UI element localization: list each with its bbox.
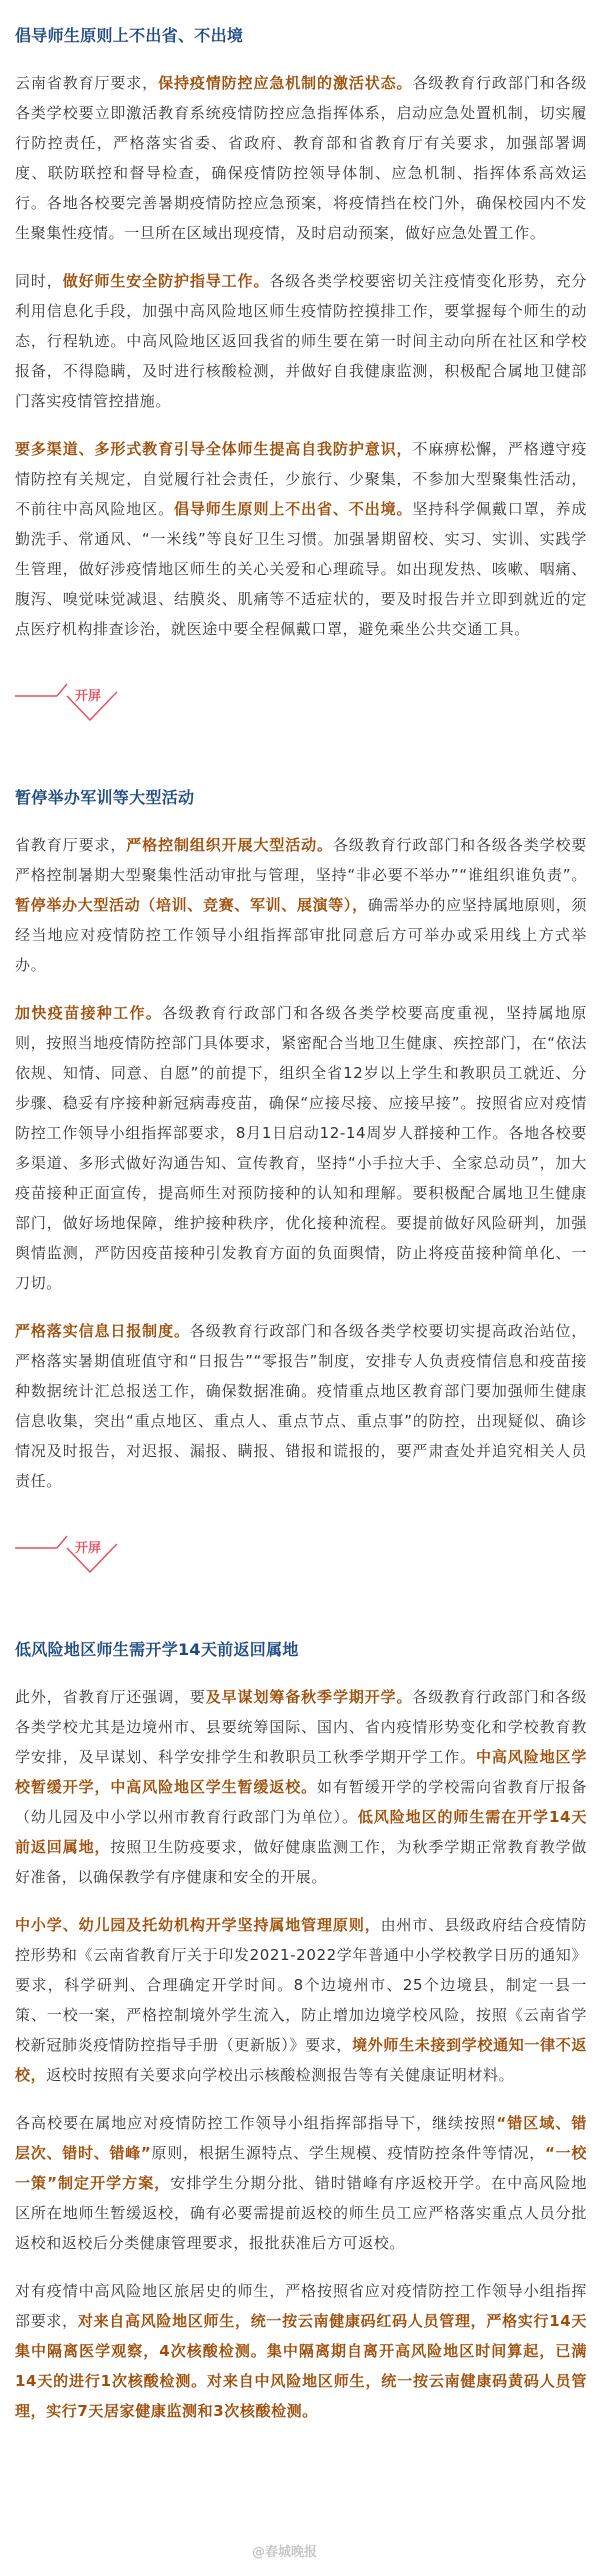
paragraph (15, 1316, 587, 1496)
paragraph (15, 998, 587, 1298)
paragraph (15, 1682, 587, 1892)
section-divider (15, 674, 587, 754)
body-text: 各级教育行政部门和各级各类学校要立即激活教育系统疫情防控应急指挥体系，启动应急处置机制，切实履行防控责任，严格落实省委、省政府、教育部和省教育厅有关要求，加强部署调度、联防联控和督导检查，确保疫情防控领导体制、应急机制、指挥体系高效运行。各地各校要完善暑期疫情防控应急预案，将疫情挡在校门外，确保校园内不发生聚集性疫情。一旦所在区域出现疫情，及时启动预案，做好应急处置工作。 (15, 74, 588, 242)
body-text: 坚持科学佩戴口罩，养成勤洗手、常通风、“一米线”等良好卫生习惯。加强暑期留校、实习、实训、实践学生管理，做好涉疫情地区师生的关心关爱和心理疏导。如出现发热、咳嗽、咽痛、腹泻、嗅觉味觉减退、结膜炎、肌痛等不适症状的，要及时报告并立即到就近的定点医疗机构排查诊治，就医途中要全程佩戴口罩，避免乘坐公共交通工具。 (15, 500, 587, 638)
body-text: 各级教育行政部门和各级各类学校要高度重视，坚持属地原则，按照当地疫情防控部门具体要求，紧密配合当地卫生健康、疾控部门，在“依法依规、知情、同意、自愿”的前提下，组织全省12岁以上学生和教职员工就近、分步骤、稳妥有序接种新冠病毒疫苗，确保“应接尽接、应接早接”。按照省应对疫情防控工作领导小组指挥部要求，8月1日启动12-14周岁人群接种工作。各地各校要多渠道、多形式做好沟通告知、宣传教育，坚持“小手拉大手、全家总动员”，加大疫苗接种正面宣传，提高师生对预防接种的认知和理解。要积极配合属地卫生健康部门，做好场地保障，维护接种秩序，优化接种流程。要提前做好风险研判，加强舆情监测，严防因疫苗接种引发教育方面的负面舆情，防止将疫苗接种简单化、一刀切。 (15, 1004, 587, 1292)
body-text: 各高校要在属地应对疫情防控工作领导小组指挥部指导下，继续按照 (15, 2114, 497, 2132)
highlighted-text: 暂停举办大型活动（培训、竞赛、军训、展演等）， (15, 896, 368, 914)
paragraph (15, 68, 587, 248)
body-text: 返校时按照有关要求向学校出示核酸检测报告等有关健康证明材料。 (46, 2066, 515, 2084)
paragraph (15, 1910, 587, 2090)
highlighted-text: 及早谋划筹备秋季学期开学。 (205, 1688, 413, 1706)
body-text: 同时， (15, 272, 63, 290)
highlighted-text: 倡导师生原则上不出省、不出境。 (173, 500, 413, 518)
body-text: 安排学生分期分批、错时错峰有序返校开学。在中高风险地区所在地师生暂缓返校，确有必要需提前返校的师生员工应严格落实重点人员分批返校和返校后分类健康管理要求，报批获准后方可返校。 (15, 2174, 587, 2252)
highlighted-text: 严格控制组织开展大型活动。 (126, 836, 333, 854)
kaiping-logo-divider-icon (15, 674, 587, 754)
body-text: 此外，省教育厅还强调，要 (15, 1688, 206, 1706)
body-text: 各级教育行政部门和各级各类学校要严格控制暑期大型聚集性活动审批与管理，坚持“非必要不举办”“谁组织谁负责”。 (15, 836, 587, 884)
body-text: 确需举办的应坚持属地原则，须经当地应对疫情防控工作领导小组指挥部审批同意后方可举办或采用线上方式举办。 (15, 896, 587, 974)
highlighted-text: 严格落实信息日报制度。 (15, 1322, 190, 1340)
highlighted-text: 境外师生未接到学校通知一律不返校， (15, 2036, 587, 2084)
paragraph (15, 830, 587, 980)
paragraph (15, 2276, 587, 2426)
highlighted-text: 中小学、幼儿园及托幼机构开学坚持属地管理原则， (15, 1916, 381, 1934)
highlighted-text: “错区域、错层次、错时、错峰” (15, 2114, 587, 2162)
highlighted-text: 低风险地区的师生需在开学14天前返回属地， (15, 1808, 587, 1856)
body-text: 各级教育行政部门和各级各类学校尤其是边境州市、县要统筹国际、国内、省内疫情形势变化和学校教育教学安排，及早谋划、科学安排学生和教职员工秋季学期开学工作。 (15, 1688, 587, 1766)
paragraph (15, 266, 587, 416)
highlighted-text: 中高风险地区学校暂缓开学，中高风险地区学生暂缓返校。 (15, 1748, 587, 1796)
weibo-watermark: @春城晚报 (252, 2545, 318, 2560)
highlighted-text: 加快疫苗接种工作。 (15, 1004, 163, 1022)
body-text: 由州市、县级政府结合疫情防控形势和《云南省教育厅关于印发2021-2022学年普通中小学校教学日历的通知》要求，科学研判、合理确定开学时间。8个边境州市、25个边境县，制定一县一策、一校一案，严格控制境外学生流入，防止增加边境学校风险，按照《云南省学校新冠肺炎疫情防控指导手册（更新版）》要求， (15, 1916, 587, 2054)
highlighted-text: “一校一策”制定开学方案， (15, 2144, 587, 2192)
body-text: 对有疫情中高风险地区旅居史的师生，严格按照省应对疫情防控工作领导小组指挥部要求， (15, 2282, 587, 2330)
paragraph (15, 434, 587, 644)
svg-text:开屏: 开屏 (75, 1541, 102, 1556)
body-text: 如有暂缓开学的学校需向省教育厅报备（幼儿园及中小学以州市教育行政部门为单位）。 (15, 1778, 587, 1826)
section-title: 倡导师生原则上不出省、不出境 (15, 26, 244, 45)
section-title: 低风险地区师生需开学14天前返回属地 (15, 1640, 299, 1659)
body-text: 云南省教育厅要求， (15, 74, 159, 92)
body-text: 各级各类学校要密切关注疫情变化形势，充分利用信息化手段，加强中高风险地区师生疫情防控摸排工作，要掌握每个师生的动态，行程轨迹。中高风险地区返回我省的师生要在第一时间主动向所在社区和学校报备，不得隐瞒，及时进行核酸检测，并做好自我健康监测，积极配合属地卫健部门落实疫情管控措施。 (15, 272, 587, 410)
body-text: 按照卫生防疫要求，做好健康监测工作，为秋季学期正常教育教学做好准备，以确保教学有序健康和安全的开展。 (15, 1838, 587, 1886)
highlighted-text: 做好师生安全防护指导工作。 (62, 272, 270, 290)
highlighted-text: 对来自高风险地区师生，统一按云南健康码红码人员管理，严格实行14天集中隔离医学观察，4次核酸检测。集中隔离期自离开高风险地区时间算起，已满14天的进行1次核酸检测。对来自中风险地区师生，统一按云南健康码黄码人员管理，实行7天居家健康监测和3次核酸检测。 (15, 2312, 587, 2420)
body-text: 不麻痹松懈，严格遵守疫情防控有关规定，自觉履行社会责任，少旅行、少聚集，不参加大型聚集性活动，不前往中高风险地区。 (15, 440, 587, 518)
highlighted-text: 要多渠道、多形式教育引导全体师生提高自我防护意识， (15, 440, 413, 458)
highlighted-text: 保持疫情防控应急机制的激活状态。 (158, 74, 413, 92)
body-text: 省教育厅要求， (15, 836, 127, 854)
section-title: 暂停举办军训等大型活动 (15, 788, 195, 807)
kaiping-logo-divider-icon (15, 1526, 587, 1606)
paragraph (15, 2108, 587, 2258)
section-divider (15, 1526, 587, 1606)
svg-text:开屏: 开屏 (75, 689, 102, 704)
body-text: 原则，根据生源特点、学生规模、疫情防控条件等情况， (151, 2144, 546, 2162)
body-text: 各级教育行政部门和各级各类学校要切实提高政治站位，严格落实暑期值班值守和“日报告”“零报告”制度，安排专人负责疫情信息和疫苗接种数据统计汇总报送工作，确保数据准确。疫情重点地区教育部门要加强师生健康信息收集，突出“重点地区、重点人、重点节点、重点事”的防控，出现疑似、确诊情况及时报告，对迟报、漏报、瞒报、错报和谎报的，要严肃查处并追究相关人员责任。 (15, 1322, 587, 1490)
